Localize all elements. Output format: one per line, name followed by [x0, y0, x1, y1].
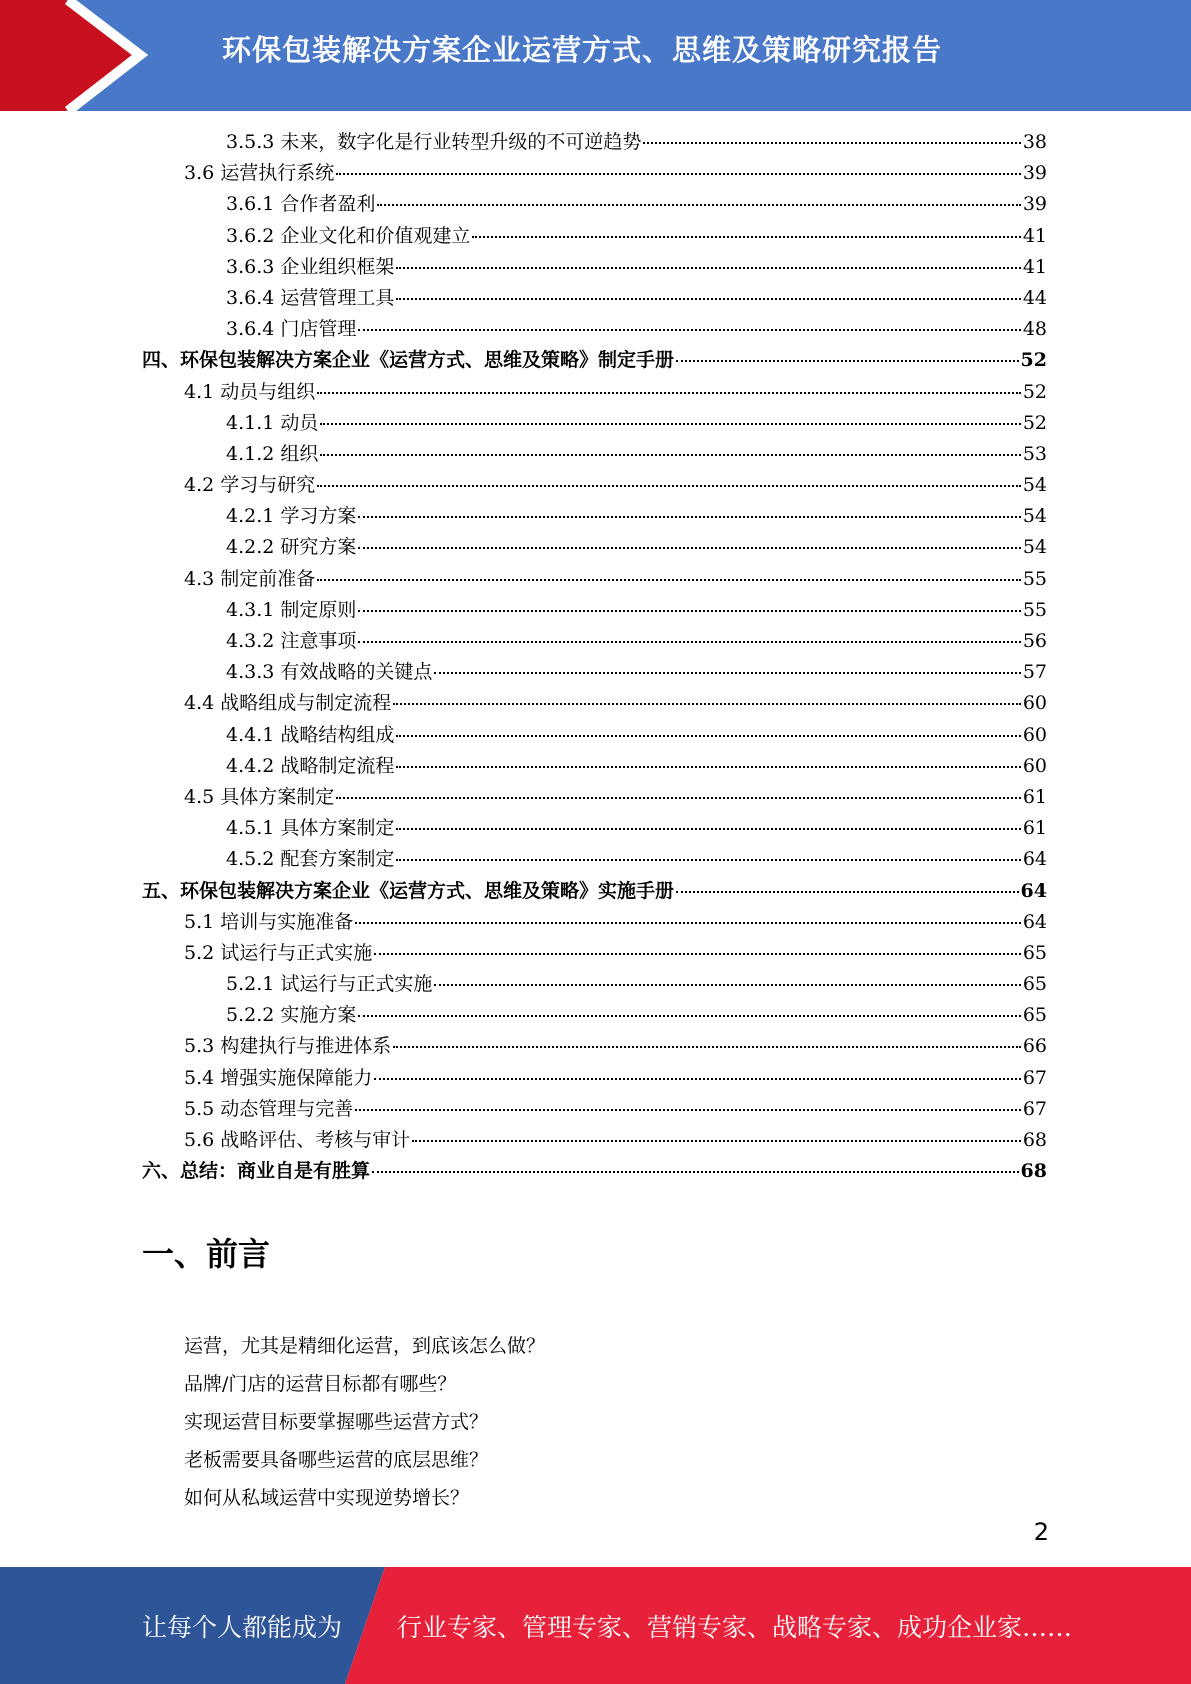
toc-entry[interactable] — [142, 969, 1047, 1000]
toc-entry-page: 39 — [1022, 162, 1047, 185]
toc-entry-page: 41 — [1022, 224, 1047, 247]
toc-entry-page: 55 — [1022, 567, 1047, 590]
toc-entry-page: 41 — [1022, 255, 1047, 278]
toc-leader-dots — [676, 360, 1019, 362]
toc-entry-title: 六、总结：商业自是有胜算 — [142, 1160, 371, 1183]
toc-entry-title: 3.6.3 企业组织框架 — [226, 255, 395, 278]
toc-leader-dots — [393, 1046, 1021, 1048]
toc-entry-page: 64 — [1022, 910, 1047, 933]
toc-entry-page: 66 — [1022, 1035, 1047, 1058]
intro-questions — [184, 1327, 545, 1517]
report-title: 环保包装解决方案企业运营方式、思维及策略研究报告 — [222, 33, 943, 67]
toc-entry[interactable] — [142, 688, 1047, 719]
toc-entry-title: 5.3 构建执行与推进体系 — [184, 1035, 392, 1058]
toc-entry-title: 5.6 战略评估、考核与审计 — [184, 1129, 411, 1151]
toc-leader-dots — [358, 641, 1020, 643]
toc-entry-page: 60 — [1022, 692, 1047, 715]
toc-entry[interactable] — [142, 1063, 1047, 1094]
toc-entry-page: 52 — [1022, 380, 1047, 403]
section-heading: 一、前言 — [142, 1235, 271, 1273]
page-header — [0, 0, 1191, 111]
toc-entry-title: 5.5 动态管理与完善 — [184, 1097, 354, 1120]
toc-entry-title: 5.4 增强实施保障能力 — [184, 1066, 373, 1089]
toc-entry-title: 4.4.2 战略制定流程 — [226, 754, 395, 777]
toc-entry[interactable] — [142, 221, 1047, 252]
toc-entry-page: 52 — [1020, 349, 1047, 372]
toc-entry-title: 3.6 运营执行系统 — [184, 162, 335, 185]
toc-leader-dots — [355, 1109, 1021, 1111]
toc-leader-dots — [393, 703, 1021, 705]
toc-entry-page: 57 — [1022, 661, 1047, 684]
toc-entry-page: 65 — [1022, 941, 1047, 964]
toc-leader-dots — [358, 516, 1020, 518]
toc-entry[interactable] — [142, 408, 1047, 439]
page-footer — [0, 1567, 1191, 1684]
toc-entry[interactable] — [142, 314, 1047, 345]
toc-entry[interactable] — [142, 158, 1047, 189]
toc-entry-title: 4.1 动员与组织 — [184, 380, 316, 403]
toc-entry[interactable] — [142, 1156, 1047, 1187]
toc-entry-page: 67 — [1022, 1097, 1047, 1120]
footer-slogan-left: 让每个人都能成为 — [142, 1613, 343, 1642]
toc-leader-dots — [643, 142, 1020, 144]
page-number: 2 — [1033, 1518, 1049, 1546]
toc-entry-page: 65 — [1022, 1004, 1047, 1027]
toc-entry[interactable] — [142, 626, 1047, 657]
toc-leader-dots — [358, 1015, 1020, 1017]
intro-line: 如何从私域运营中实现逆势增长？ — [184, 1487, 470, 1509]
toc-entry-page: 54 — [1022, 474, 1047, 497]
toc-entry-title: 4.2.2 研究方案 — [226, 536, 357, 559]
toc-leader-dots — [320, 454, 1020, 456]
toc-entry-title: 5.2.1 试运行与正式实施 — [226, 973, 433, 996]
toc-entry-title: 五、环保包装解决方案企业《运营方式、思维及策略》实施手册 — [142, 879, 675, 902]
toc-entry[interactable] — [142, 532, 1047, 563]
footer-slogan-right: 行业专家、管理专家、营销专家、战略专家、成功企业家…… — [397, 1613, 1073, 1642]
toc-entry-page: 61 — [1022, 817, 1047, 840]
toc-entry-title: 5.2 试运行与正式实施 — [184, 941, 373, 964]
toc-entry-page: 53 — [1022, 442, 1047, 465]
toc-leader-dots — [374, 953, 1021, 955]
toc-entry[interactable] — [142, 189, 1047, 220]
toc-leader-dots — [396, 766, 1020, 768]
toc-entry-title: 4.4 战略组成与制定流程 — [184, 692, 392, 715]
toc-leader-dots — [396, 828, 1020, 830]
toc-leader-dots — [317, 392, 1021, 394]
intro-line: 品牌/门店的运营目标都有哪些？ — [184, 1373, 457, 1395]
toc-entry-title: 3.6.2 企业文化和价值观建立 — [226, 224, 471, 247]
toc-entry-title: 5.1 培训与实施准备 — [184, 910, 354, 933]
toc-entry-page: 54 — [1022, 536, 1047, 559]
toc-entry-title: 4.3 制定前准备 — [184, 567, 316, 590]
toc-entry[interactable] — [142, 876, 1047, 907]
toc-entry-title: 4.5 具体方案制定 — [184, 785, 335, 808]
toc-entry[interactable] — [142, 1031, 1047, 1062]
toc-leader-dots — [396, 735, 1020, 737]
toc-entry-title: 4.3.2 注意事项 — [226, 630, 357, 652]
toc-leader-dots — [472, 236, 1020, 238]
toc-entry-page: 55 — [1022, 598, 1047, 621]
toc-leader-dots — [396, 859, 1020, 861]
toc-entry-title: 4.2.1 学习方案 — [226, 505, 357, 528]
toc-entry[interactable] — [142, 501, 1047, 532]
toc-leader-dots — [358, 610, 1020, 612]
intro-line: 运营，尤其是精细化运营，到底该怎么做？ — [184, 1335, 546, 1357]
toc-entry[interactable] — [142, 439, 1047, 470]
toc-entry[interactable] — [142, 252, 1047, 283]
toc-entry[interactable] — [142, 1000, 1047, 1031]
toc-entry-page: 64 — [1022, 848, 1047, 871]
toc-entry-page: 48 — [1022, 318, 1047, 341]
toc-entry-page: 39 — [1022, 193, 1047, 216]
toc-entry-page: 68 — [1022, 1129, 1047, 1151]
toc-entry-page: 64 — [1020, 879, 1047, 902]
toc-entry-page: 54 — [1022, 505, 1047, 528]
toc-entry[interactable] — [142, 720, 1047, 751]
toc-entry-title: 4.1.2 组织 — [226, 442, 319, 465]
toc-entry-page: 67 — [1022, 1066, 1047, 1089]
toc-entry[interactable] — [142, 470, 1047, 501]
toc-leader-dots — [412, 1140, 1021, 1142]
toc-entry-title: 3.5.3 未来，数字化是行业转型升级的不可逆趋势 — [226, 131, 642, 153]
toc-entry-title: 4.1.1 动员 — [226, 411, 319, 434]
toc-entry[interactable] — [142, 345, 1047, 376]
toc-entry[interactable] — [142, 938, 1047, 969]
toc-entry-page: 61 — [1022, 785, 1047, 808]
toc-entry[interactable] — [142, 813, 1047, 844]
toc-leader-dots — [358, 329, 1020, 331]
toc-entry-title: 3.6.1 合作者盈利 — [226, 193, 376, 216]
toc-entry-title: 3.6.4 运营管理工具 — [226, 286, 395, 309]
toc-leader-dots — [396, 267, 1020, 269]
toc-entry[interactable] — [142, 127, 1047, 158]
toc-entry[interactable] — [142, 751, 1047, 782]
toc-entry-page: 60 — [1022, 754, 1047, 777]
toc-entry-page: 52 — [1022, 411, 1047, 434]
toc-leader-dots — [434, 672, 1020, 674]
toc-leader-dots — [336, 173, 1021, 175]
toc-entry[interactable] — [142, 844, 1047, 875]
intro-line: 老板需要具备哪些运营的底层思维？ — [184, 1449, 489, 1471]
toc-leader-dots — [320, 423, 1020, 425]
toc-entry-title: 4.4.1 战略结构组成 — [226, 723, 395, 746]
toc-leader-dots — [396, 298, 1020, 300]
toc-leader-dots — [676, 891, 1019, 893]
toc-entry-title: 4.3.1 制定原则 — [226, 598, 357, 621]
toc-leader-dots — [434, 984, 1020, 986]
toc-entry-title: 4.2 学习与研究 — [184, 474, 316, 497]
toc-entry-page: 65 — [1022, 973, 1047, 996]
toc-entry-title: 四、环保包装解决方案企业《运营方式、思维及策略》制定手册 — [142, 349, 675, 372]
intro-line: 实现运营目标要掌握哪些运营方式？ — [184, 1411, 489, 1433]
toc-leader-dots — [317, 579, 1021, 581]
toc-leader-dots — [372, 1171, 1019, 1173]
toc-entry-title: 4.5.1 具体方案制定 — [226, 817, 395, 840]
toc-leader-dots — [336, 797, 1021, 799]
toc-entry[interactable] — [142, 564, 1047, 595]
toc-entry[interactable] — [142, 1094, 1047, 1125]
toc-entry-page: 56 — [1022, 630, 1047, 652]
toc-entry[interactable] — [142, 907, 1047, 938]
toc-entry-page: 60 — [1022, 723, 1047, 746]
toc-leader-dots — [355, 922, 1021, 924]
toc-leader-dots — [317, 485, 1021, 487]
toc-entry[interactable] — [142, 782, 1047, 813]
toc-entry[interactable] — [142, 283, 1047, 314]
toc-entry-title: 3.6.4 门店管理 — [226, 318, 357, 341]
toc-entry[interactable] — [142, 1125, 1047, 1156]
toc-entry-title: 4.3.3 有效战略的关键点 — [226, 661, 433, 684]
toc-leader-dots — [377, 204, 1020, 206]
toc-entry[interactable] — [142, 377, 1047, 408]
toc-entry-page: 44 — [1022, 286, 1047, 309]
toc-entry[interactable] — [142, 595, 1047, 626]
toc-leader-dots — [358, 547, 1020, 549]
toc-entry-page: 38 — [1022, 131, 1047, 153]
table-of-contents — [142, 127, 1047, 1187]
toc-entry-title: 5.2.2 实施方案 — [226, 1004, 357, 1027]
toc-entry[interactable] — [142, 657, 1047, 688]
toc-leader-dots — [374, 1078, 1021, 1080]
toc-entry-page: 68 — [1020, 1160, 1047, 1183]
toc-entry-title: 4.5.2 配套方案制定 — [226, 848, 395, 871]
